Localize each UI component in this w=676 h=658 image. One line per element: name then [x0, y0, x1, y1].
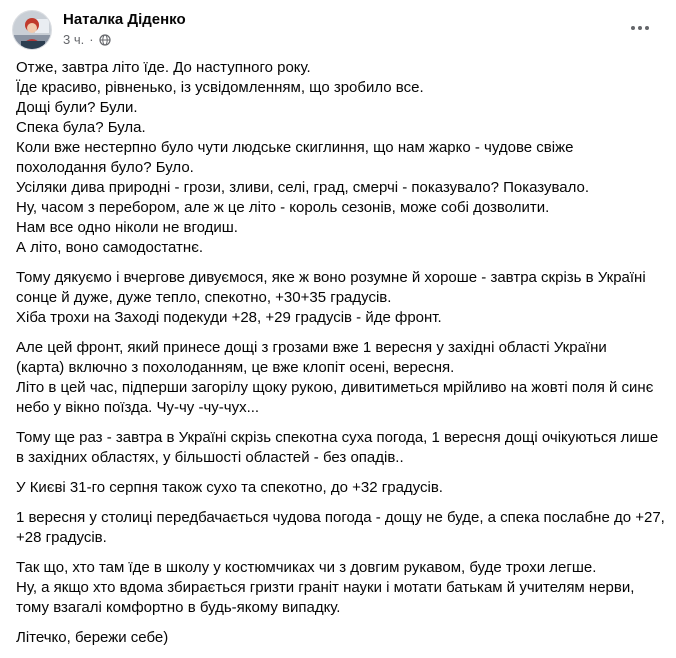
post-text-line: тому взагалі комфортно в будь-якому випадку. [16, 599, 341, 616]
globe-icon [99, 34, 111, 46]
post-text-line: (карта) включно з похолоданням, це вже клопіт осені, вересня. [16, 359, 455, 376]
author-name[interactable]: Наталка Діденко [63, 11, 186, 28]
more-horizontal-icon [630, 25, 650, 31]
post-text-line: Так що, хто там їде в школу у костюмчиках чи з довгим рукавом, буде трохи легше. [16, 559, 597, 576]
post-paragraph [16, 508, 666, 548]
post-paragraph [16, 428, 666, 468]
more-options-button[interactable] [622, 14, 658, 42]
post-text-line: А літо, воно самодостатнє. [16, 239, 204, 256]
post-text-line: Отже, завтра літо їде. До наступного року. [16, 59, 311, 76]
post-paragraph [16, 338, 666, 418]
post-text-line: Дощі були? Були. [16, 99, 138, 116]
post-text-line: сонце й дуже, дуже тепло, спекотно, +30+35 градусів. [16, 289, 392, 306]
post-text-line: Їде красиво, рівненько, із усвідомленням, що зробило все. [16, 79, 424, 96]
post-paragraph [16, 478, 666, 498]
profile-photo-icon [13, 11, 52, 50]
meta-separator: · [89, 32, 94, 47]
post-paragraph [16, 58, 666, 258]
post-text-line: 1 вересня у столиці передбачається чудова погода - дощу не буде, а спека послабне до +27, [16, 509, 665, 526]
post-text [16, 58, 666, 658]
post-time[interactable]: 3 ч. [63, 32, 85, 47]
post-text-line: Спека була? Була. [16, 119, 146, 136]
post-text-line: похолодання було? Було. [16, 159, 194, 176]
post-text-line: Але цей фронт, який принесе дощі з грозами вже 1 вересня у західні області України [16, 339, 607, 356]
post-header [12, 8, 664, 52]
post-text-line: Коли вже нестерпно було чути людське скиглиння, що нам жарко - чудове свіже [16, 139, 574, 156]
post-text-line: Нам все одно ніколи не вгодиш. [16, 219, 238, 236]
post-text-line: небо у вікно поїзда. Чу-чу -чу-чух... [16, 399, 260, 416]
post-text-line: +28 градусів. [16, 529, 107, 546]
post-text-line: Хіба трохи на Заході подекуди +28, +29 градусів - йде фронт. [16, 309, 442, 326]
post-text-line: Тому ще раз - завтра в Україні скрізь спекотна суха погода, 1 вересня дощі очікуються лише [16, 429, 659, 446]
post-text-line: Тому дякуємо і вчергове дивуємося, яке ж воно розумне й хороше - завтра скрізь в Україні [16, 269, 646, 286]
post-paragraph [16, 558, 666, 618]
post-text-line: У Києві 31-го серпня також сухо та спекотно, до +32 градусів. [16, 479, 443, 496]
avatar[interactable] [12, 10, 52, 50]
post-text-line: Усіляки дива природні - грози, зливи, селі, град, смерчі - показувало? Показувало. [16, 179, 590, 196]
post-text-line: Ну, а якщо хто вдома збирається гризти граніт науки і мотати батькам й учителям нерви, [16, 579, 635, 596]
post-paragraph [16, 268, 666, 328]
post-text-line: в західних областях, у більшості областей - без опадів.. [16, 449, 404, 466]
post-text-line: Ну, часом з перебором, але ж це літо - король сезонів, може собі дозволити. [16, 199, 550, 216]
post-text-line: Літо в цей час, підперши загорілу щоку рукою, дивитиметься мрійливо на жовті поля й синє [16, 379, 654, 396]
post-text-line: Літечко, бережи себе) [16, 629, 169, 646]
post-paragraph [16, 628, 666, 648]
post-meta [63, 32, 111, 47]
